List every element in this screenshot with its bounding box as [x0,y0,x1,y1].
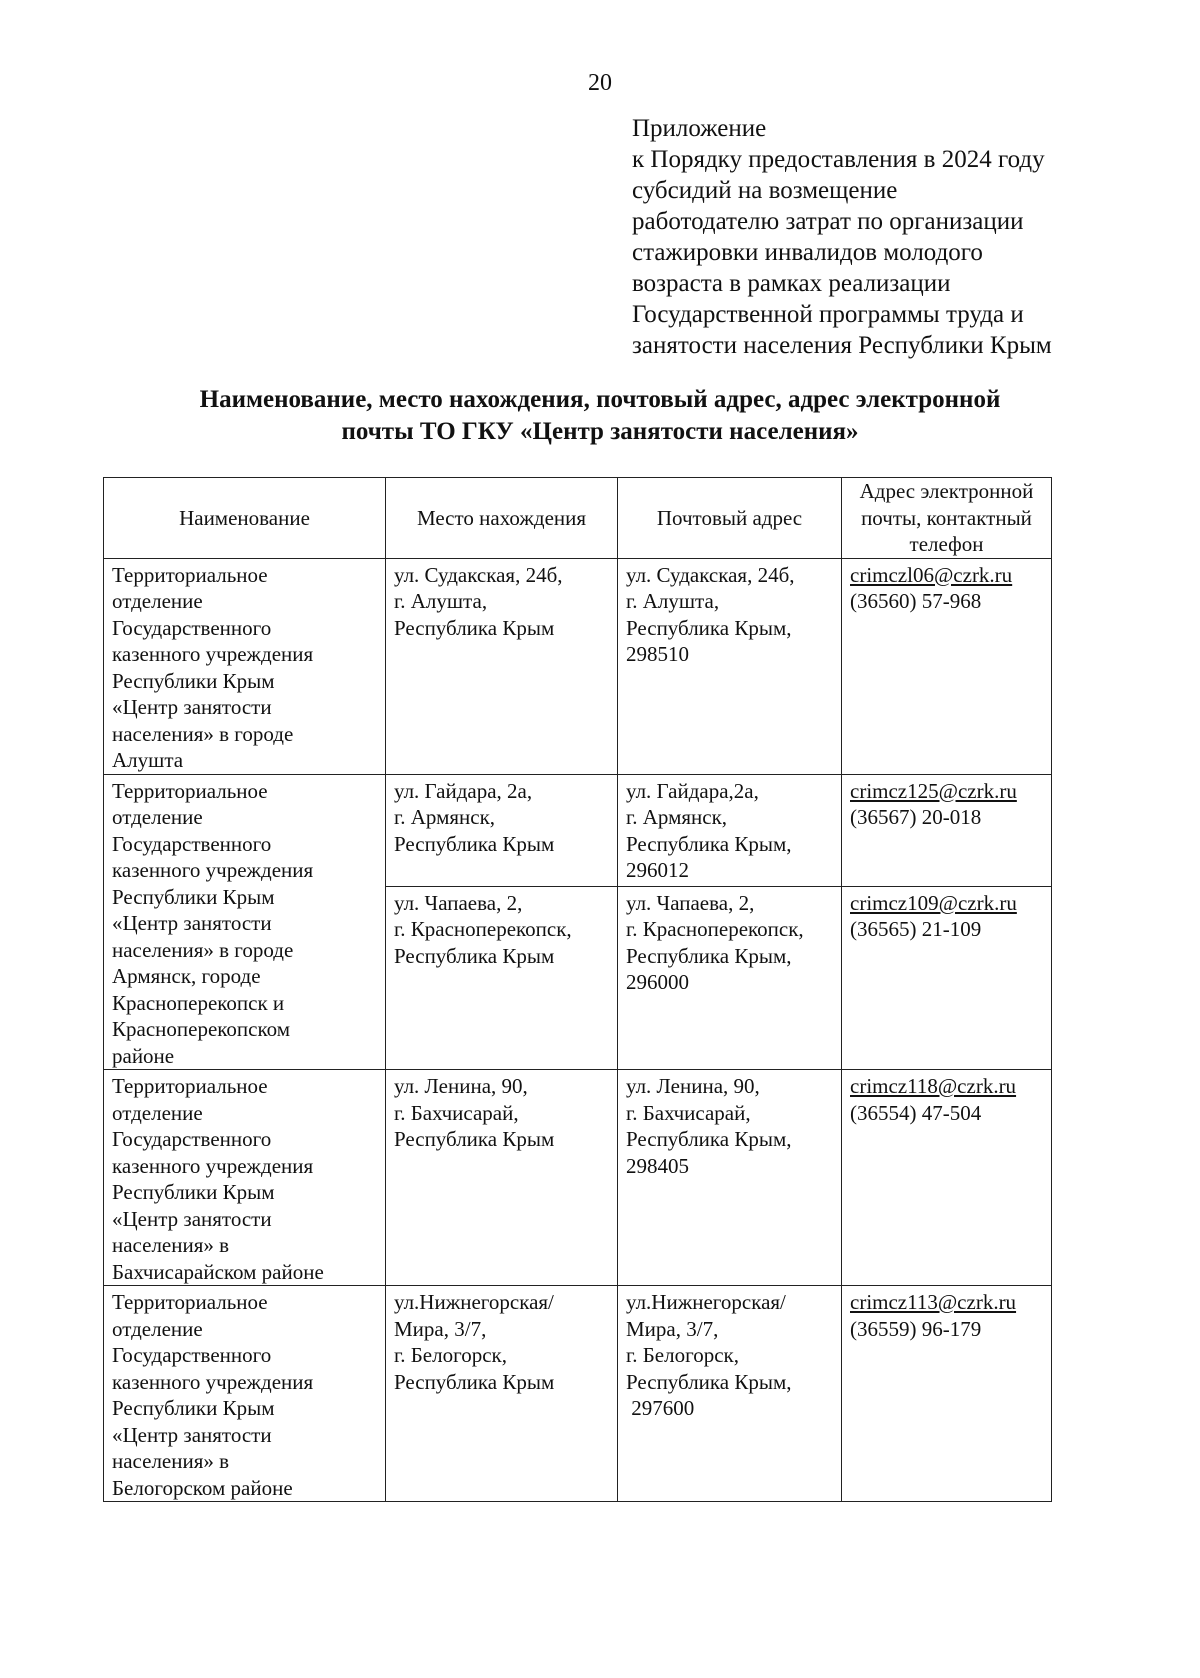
office-contact [842,1070,1052,1286]
appendix-line: стажировки инвалидов молодого [632,239,983,266]
office-name: Территориальное отделение Государственного казенного учреждения Республики Крым «Центр занятости населения» в Белогорском районе [104,1286,386,1502]
phone: (36565) 21-109 [850,917,982,942]
appendix-line: субсидий на возмещение [632,177,898,204]
email-link[interactable]: crimcz125@czrk.ru [850,778,1017,803]
email-link[interactable]: crimcz109@czrk.ru [850,890,1017,915]
email-link[interactable]: crimcz113@czrk.ru [850,1290,1017,1314]
phone: (36560) 57-968 [850,589,982,613]
title-line: почты ТО ГКУ «Центр занятости населения» [341,418,859,445]
office-location: ул.Нижнегорская/ Мира, 3/7, г. Белогорск, Республика Крым [386,1286,618,1502]
phone: (36567) 20-018 [850,805,982,829]
appendix-line: к Порядку предоставления в 2024 году [632,146,1045,173]
table-header-row [104,478,1052,559]
header-name: Наименование [104,478,386,559]
page-number: 20 [588,70,612,96]
office-location: ул. Ленина, 90, г. Бахчисарай, Республика Крым [386,1070,618,1286]
email-link[interactable]: crimcz118@czrk.ru [850,1074,1017,1098]
header-location: Место нахождения [386,478,618,559]
office-name: Территориальное отделение Государственного казенного учреждения Республики Крым «Центр занятости населения» в городе Армянск, городе Красноперекопск и Красноперекопском районе [104,774,386,1070]
document-title [100,384,1100,448]
office-postal-address: ул. Ленина, 90, г. Бахчисарай, Республика Крым, 298405 [618,1070,842,1286]
office-contact [842,886,1052,1069]
offices-table [103,477,1052,1502]
office-postal-address: ул. Гайдара,2а, г. Армянск, Республика Крым, 296012 [618,774,842,886]
office-contact [842,558,1052,774]
appendix-line: Государственной программы труда и [632,301,1024,328]
phone: (36559) 96-179 [850,1316,982,1341]
office-location: ул. Чапаева, 2, г. Красноперекопск, Республика Крым [386,886,618,1069]
office-contact [842,1286,1052,1502]
title-line: Наименование, место нахождения, почтовый адрес, адрес электронной [199,386,1001,413]
office-postal-address: ул.Нижнегорская/ Мира, 3/7, г. Белогорск, Республика Крым, 297600 [618,1286,842,1502]
office-location: ул. Гайдара, 2а, г. Армянск, Республика Крым [386,774,618,886]
table-row [104,774,1052,886]
office-location: ул. Судакская, 24б, г. Алушта, Республика Крым [386,558,618,774]
appendix-line: Приложение [632,115,767,142]
appendix-line: занятости населения Республики Крым [632,332,1052,359]
appendix-line: возраста в рамках реализации [632,270,951,297]
table-row [104,1070,1052,1286]
phone: (36554) 47-504 [850,1100,982,1125]
appendix-line: работодателю затрат по организации [632,208,1024,235]
header-postal: Почтовый адрес [618,478,842,559]
office-name: Территориальное отделение Государственного казенного учреждения Республики Крым «Центр занятости населения» в Бахчисарайском районе [104,1070,386,1286]
header-contact: Адрес электронной почты, контактный телефон [842,478,1052,559]
office-postal-address: ул. Судакская, 24б, г. Алушта, Республика Крым, 298510 [618,558,842,774]
email-link[interactable]: crimczl06@czrk.ru [850,562,1013,587]
appendix-caption [632,113,1092,361]
office-name: Территориальное отделение Государственного казенного учреждения Республики Крым «Центр занятости населения» в городе Алушта [104,558,386,774]
table-row [104,558,1052,774]
office-postal-address: ул. Чапаева, 2, г. Красноперекопск, Республика Крым, 296000 [618,886,842,1069]
office-contact [842,774,1052,886]
table-row [104,1286,1052,1502]
